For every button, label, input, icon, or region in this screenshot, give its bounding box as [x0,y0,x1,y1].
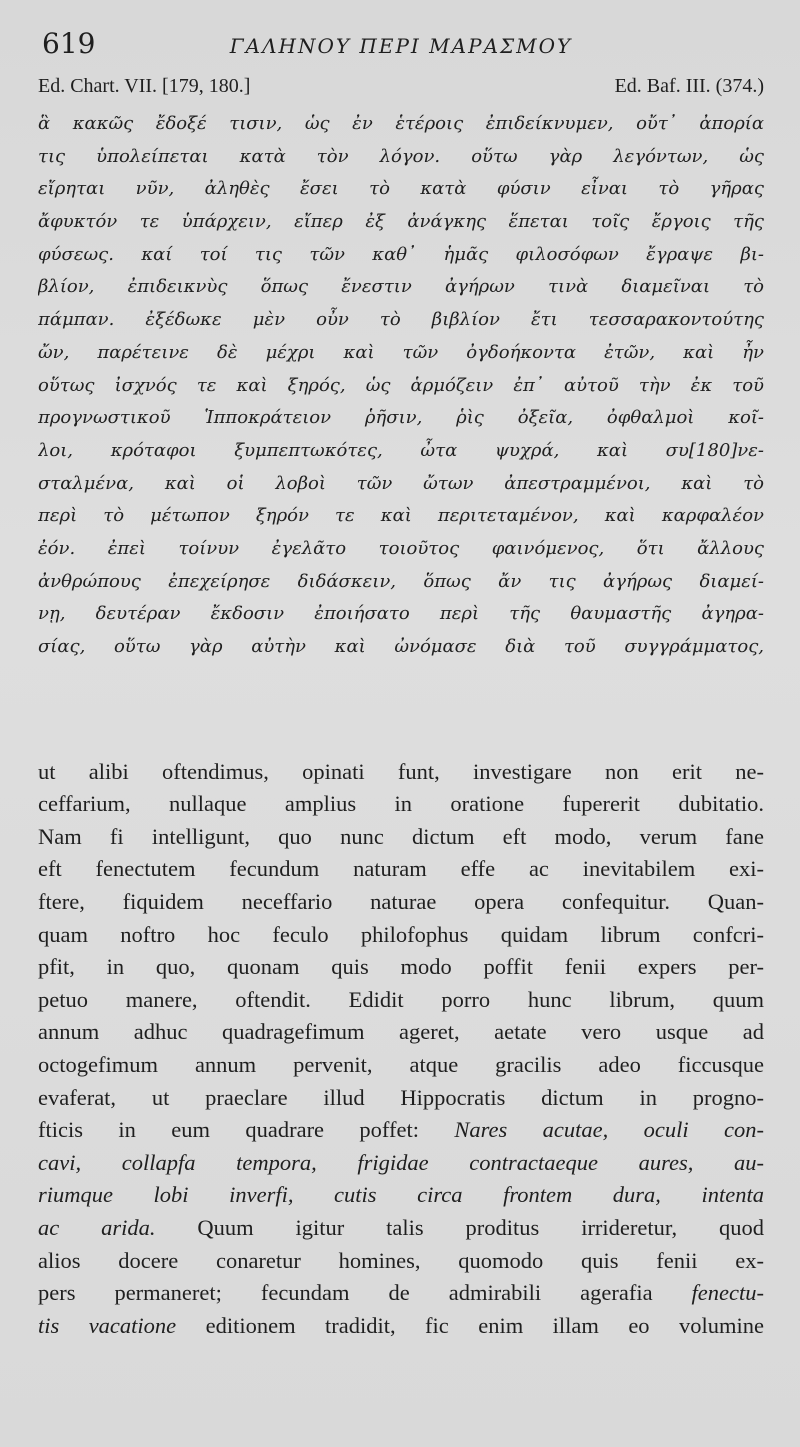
latin-line [38,951,764,984]
latin-text: fticis in eum quadrare poffet: [38,1117,455,1143]
edition-references [38,76,764,100]
latin-text: annum adhuc quadragefimum ageret, aetate vero usque ad [38,1019,764,1045]
latin-quotation: riumque lobi inverfi, cutis circa frontem dura, intenta [38,1182,764,1208]
latin-quotation: cavi, collapfa tempora, frigidae contractaeque aures, au- [38,1149,764,1175]
greek-line: πάμπαν. ἐξέδωκε μὲν οὖν τὸ βιβλίον ἔτι τεσσαρακοντούτης [38,309,764,331]
latin-text: ceffarium, nullaque amplius in oratione fupererit dubitatio. [38,791,764,817]
latin-text: evaferat, ut praeclare illud Hippocratis dictum in progno- [38,1084,764,1110]
latin-line [38,756,764,789]
latin-line [38,1147,764,1180]
latin-line [38,984,764,1017]
latin-text: octogefimum annum pervenit, atque gracilis adeo ficcusque [38,1052,764,1078]
greek-text-block [38,108,764,664]
latin-text: editionem tradidit, fic enim illam eo volumine [176,1312,764,1338]
page-header [38,0,764,58]
latin-line [38,1277,764,1310]
greek-line: ἐόν. ἐπεὶ τοίνυν ἐγελᾶτο τοιοῦτος φαινόμενος, ὅτι ἄλλους [38,537,764,559]
edition-chart-reference: Ed. Chart. VII. [179, 180.] [38,75,251,97]
greek-line: φύσεως. καί τοί τις τῶν καθ᾽ ἡμᾶς φιλοσόφων ἔγραψε βι- [38,243,764,265]
latin-line [38,821,764,854]
latin-text: quam noftro hoc feculo philofophus quidam librum confcri- [38,921,764,947]
greek-line: σταλμένα, καὶ οἱ λοβοὶ τῶν ὤτων ἀπεστραμμένοι, καὶ τὸ [38,472,764,494]
latin-text: ut alibi oftendimus, opinati funt, investigare non erit ne- [38,758,764,784]
latin-text: alios docere conaretur homines, quomodo quis fenii ex- [38,1247,764,1273]
section-gap [38,664,764,756]
latin-line [38,1114,764,1147]
greek-line: λοι, κρόταφοι ξυμπεπτωκότες, ὦτα ψυχρά, καὶ συ[180]νε- [38,439,764,461]
latin-text: ftere, fiquidem neceffario naturae opera confequitur. Quan- [38,889,764,915]
latin-line [38,1049,764,1082]
latin-line [38,919,764,952]
latin-line [38,1016,764,1049]
greek-line: τις ὑπολείπεται κατὰ τὸν λόγον. οὕτω γὰρ λεγόντων, ὡς [38,145,764,167]
latin-title-italic: fenectu- [691,1280,764,1306]
latin-text: eft fenectutem fecundum naturam effe ac inevitabilem exi- [38,856,764,882]
edition-basel-reference: Ed. Baf. III. (374.) [614,75,764,97]
latin-text: pers permaneret; fecundam de admirabili agerafia [38,1280,692,1306]
latin-line [38,1212,764,1245]
latin-line [38,886,764,919]
page-number: 619 [42,27,96,60]
greek-line: ἃ κακῶς ἔδοξέ τισιν, ὡς ἐν ἑτέροις ἐπιδείκνυμεν, οὔτ᾽ ἀπορία [38,113,764,134]
running-title: ΓΑΛΗΝΟΥ ΠΕΡΙ ΜΑΡΑΣΜΟΥ [229,34,573,58]
latin-line [38,853,764,886]
latin-line [38,1245,764,1278]
greek-line: ἀνθρώπους ἐπεχείρησε διδάσκειν, ὅπως ἄν τις ἀγήρως διαμεί- [38,570,764,592]
latin-quotation: ac arida. [38,1215,156,1240]
greek-line: νῃ, δευτέραν ἔκδοσιν ἐποιήσατο περὶ τῆς θαυμαστῆς ἀγηρα- [38,603,764,625]
latin-text: pfit, in quo, quonam quis modo poffit fenii expers per- [38,954,764,980]
latin-text-block [38,756,764,1343]
greek-line: βλίον, ἐπιδεικνὺς ὅπως ἔνεστιν ἀγήρων τινὰ διαμεῖναι τὸ [38,276,764,298]
latin-line [38,1310,764,1343]
greek-line: ἄφυκτόν τε ὑπάρχειν, εἴπερ ἐξ ἀνάγκης ἕπεται τοῖς ἔργοις τῆς [38,211,764,233]
greek-line: προγνωστικοῦ Ἱπποκράτειον ῥῆσιν, ῥὶς ὀξεῖα, ὀφθαλμοὶ κοῖ- [38,407,764,429]
latin-text: Nam fi intelligunt, quo nunc dictum eft modo, verum fane [38,823,764,849]
greek-line: εἴρηται νῦν, ἀληθὲς ἔσει τὸ κατὰ φύσιν εἶναι τὸ γῆρας [38,178,764,200]
greek-line: σίας, οὕτω γὰρ αὐτὴν καὶ ὠνόμασε διὰ τοῦ συγγράμματος, [38,636,764,657]
latin-text: Quum igitur talis proditus irrideretur, quod [155,1215,764,1240]
latin-title-italic: tis vacatione [38,1312,177,1338]
latin-line [38,1179,764,1212]
latin-text: petuo manere, oftendit. Edidit porro hunc librum, quum [38,986,764,1012]
latin-line [38,1082,764,1115]
latin-quotation: Nares acutae, oculi con- [454,1117,764,1143]
latin-line [38,788,764,821]
greek-line: περὶ τὸ μέτωπον ξηρόν τε καὶ περιτεταμένον, καὶ καρφαλέον [38,505,764,527]
greek-line: οὕτως ἰσχνός τε καὶ ξηρός, ὡς ἁρμόζειν ἐπ᾽ αὐτοῦ τὴν ἐκ τοῦ [38,374,764,396]
greek-line: ὤν, παρέτεινε δὲ μέχρι καὶ τῶν ὀγδοήκοντα ἐτῶν, καὶ ἦν [38,341,764,363]
